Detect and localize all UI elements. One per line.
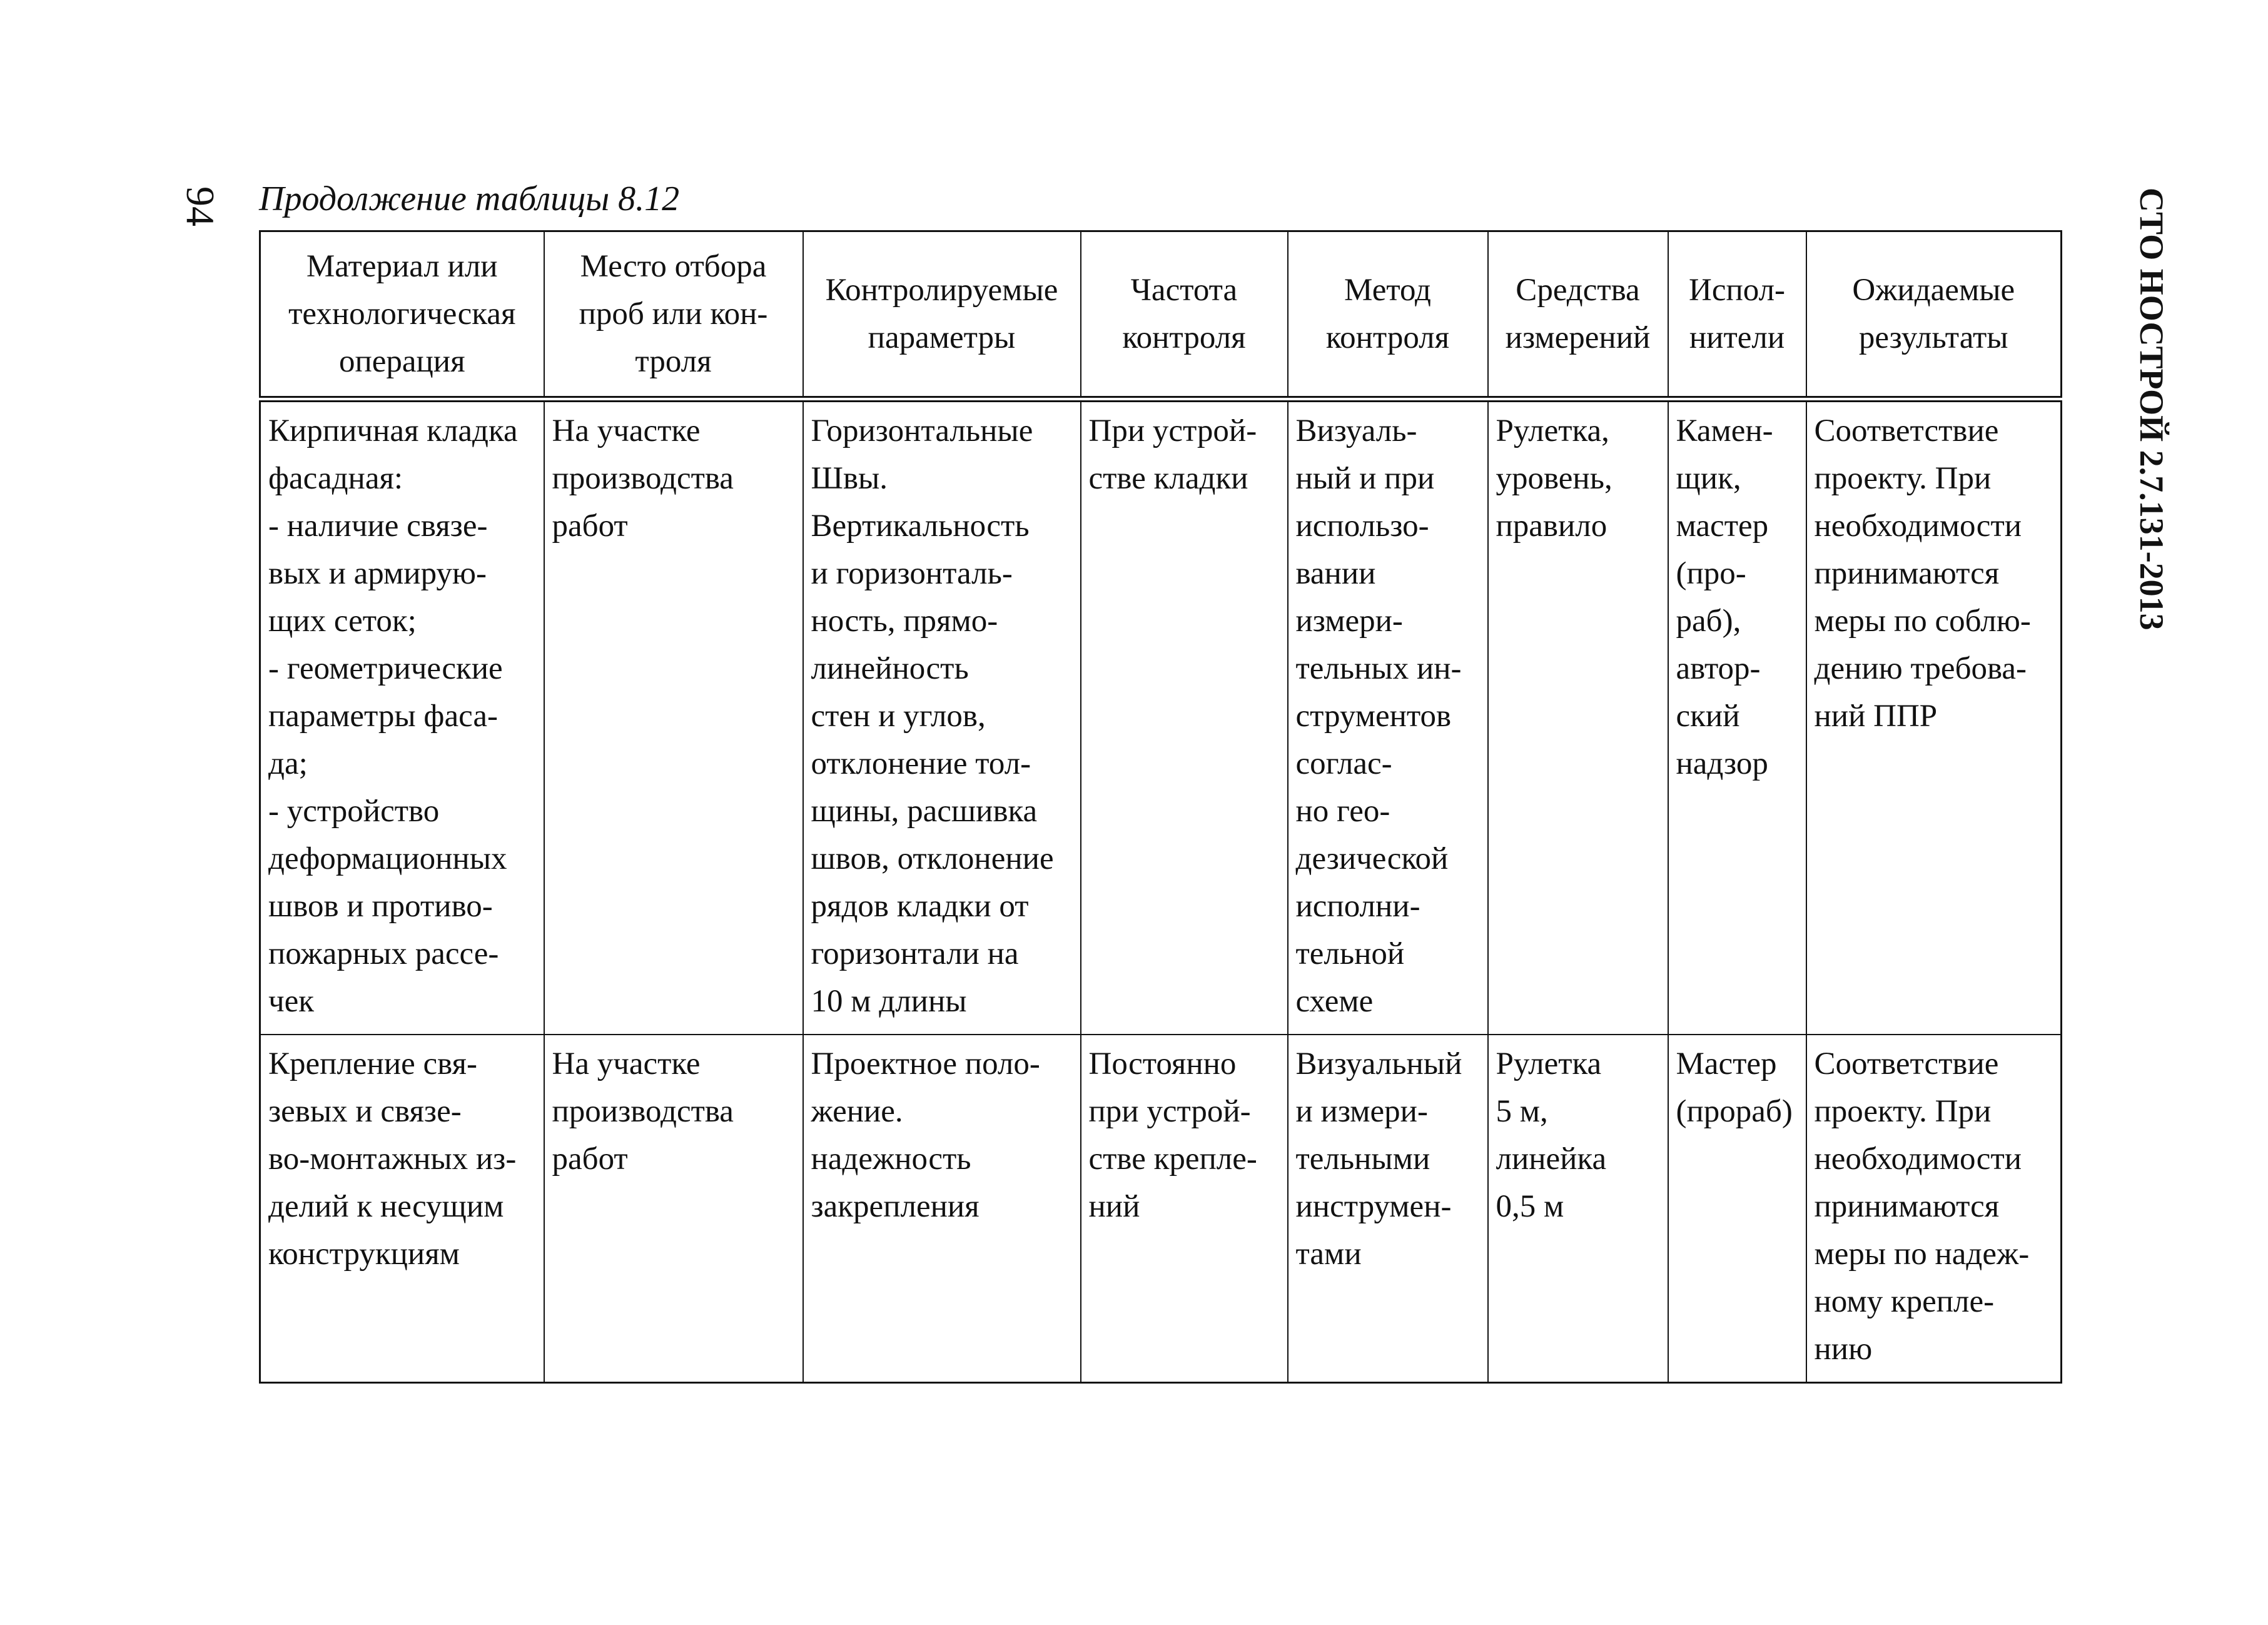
header-method: Метод контроля xyxy=(1288,231,1488,400)
table-row xyxy=(260,1035,2062,1383)
cell-parameters: Проектное поло- жение. надежность закрепления xyxy=(803,1035,1081,1383)
page-number: 94 xyxy=(178,186,223,226)
header-expected-results: Ожидаемые результаты xyxy=(1806,231,2062,400)
document-code: СТО НОСТРОЙ 2.7.131-2013 xyxy=(2133,188,2170,630)
cell-frequency: При устрой- стве кладки xyxy=(1081,399,1288,1035)
cell-instruments: Рулетка, уровень, правило xyxy=(1488,399,1668,1035)
cell-material: Кирпичная кладка фасадная: - наличие связе- вых и армирую- щих сеток; - геометрические параметры фаса- да; - устройство деформационных швов и противо- пожарных рассе- чек xyxy=(260,399,544,1035)
table-header-row xyxy=(260,231,2062,400)
cell-performers: Камен- щик, мастер (про- раб), автор- ский надзор xyxy=(1668,399,1806,1035)
cell-performers: Мастер (прораб) xyxy=(1668,1035,1806,1383)
header-frequency: Частота контроля xyxy=(1081,231,1288,400)
cell-sampling-place: На участке производства работ xyxy=(544,1035,803,1383)
cell-expected-results: Соответствие проекту. При необходимости принимаются меры по надеж- ному крепле- нию xyxy=(1806,1035,2062,1383)
table-caption: Продолжение таблицы 8.12 xyxy=(259,180,680,218)
header-instruments: Средства измерений xyxy=(1488,231,1668,400)
cell-sampling-place: На участке производства работ xyxy=(544,399,803,1035)
header-parameters: Контролируемые параметры xyxy=(803,231,1081,400)
cell-instruments: Рулетка 5 м, линейка 0,5 м xyxy=(1488,1035,1668,1383)
control-table xyxy=(259,230,2062,1384)
header-sampling-place: Место отбора проб или кон- троля xyxy=(544,231,803,400)
cell-expected-results: Соответствие проекту. При необходимости принимаются меры по соблю- дению требова- ний ППР xyxy=(1806,399,2062,1035)
cell-parameters: Горизонтальные Швы. Вертикальность и горизонталь- ность, прямо- линейность стен и углов, отклонение тол- щины, расшивка швов, отклонение рядов кладки от горизонтали на 10 м длины xyxy=(803,399,1081,1035)
cell-method: Визуальный и измери- тельными инструмен- тами xyxy=(1288,1035,1488,1383)
cell-material: Крепление свя- зевых и связе- во-монтажных из- делий к несущим конструкциям xyxy=(260,1035,544,1383)
header-material: Материал или технологическая операция xyxy=(260,231,544,400)
header-performers: Испол- нители xyxy=(1668,231,1806,400)
table-row xyxy=(260,399,2062,1035)
cell-frequency: Постоянно при устрой- стве крепле- ний xyxy=(1081,1035,1288,1383)
cell-method: Визуаль- ный и при использо- вании измери- тельных ин- струментов соглас- но гео- дезической исполни- тельной схеме xyxy=(1288,399,1488,1035)
